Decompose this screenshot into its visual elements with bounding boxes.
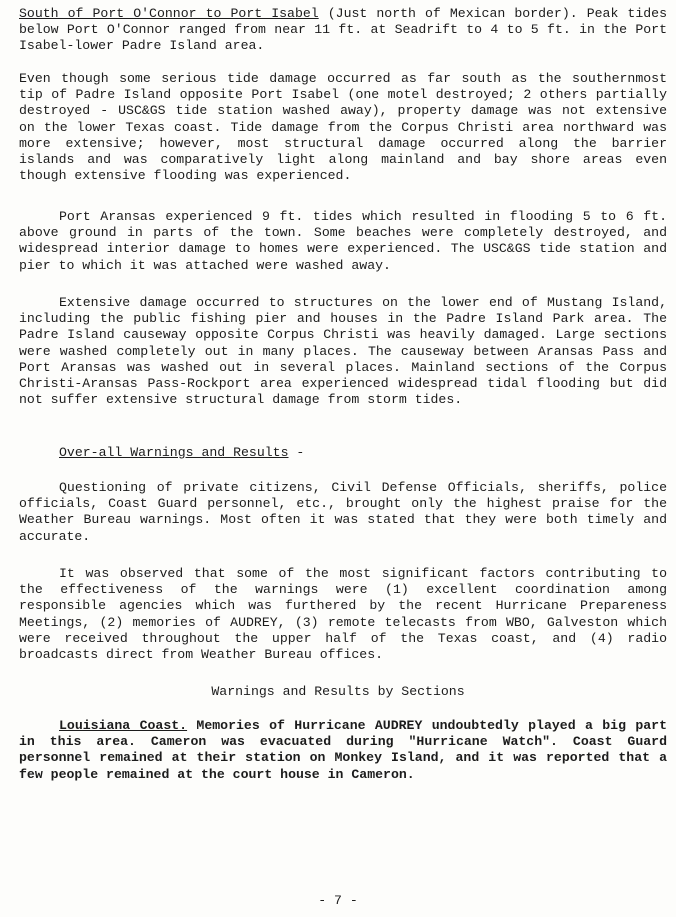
paragraph-louisiana-coast [19, 718, 667, 783]
paragraph-port-aransas: Port Aransas experienced 9 ft. tides which resulted in flooding 5 to 6 ft. above ground in parts of the town. Some beaches were completely destroyed, and widespread interior damage to homes were experienced. The USC&GS tide station and pier to which it was attached were washed away. [19, 209, 667, 273]
subheading-port-oconnor-port-isabel: South of Port O'Connor to Port Isabel [19, 6, 319, 21]
paragraph-text: Memories of Hurricane AUDREY undoubtedly played a big part in this area. Cameron was evacuated during "Hurricane Watch". Coast Guard personnel remained at their station on Monkey Island, and it was reported that a few people remained at the court house in Cameron. [19, 718, 667, 782]
paragraph-tide-damage-lower-texas: Even though some serious tide damage occurred as far south as the southernmost tip of Padre Island opposite Port Isabel (one motel destroyed; 2 others partially destroyed - USC&GS tide station washed away), property damage was not extensive on the lower Texas coast. Tide damage from the Corpus Christi area northward was more extensive; however, most structural damage occurred along the barrier islands and was comparatively light along mainland and bay shore areas even though extensive flooding was experienced. [19, 71, 667, 184]
section-heading-warnings-results [19, 445, 667, 461]
page-number: - 7 - [318, 893, 358, 908]
paragraph-mustang-island: Extensive damage occurred to structures on the lower end of Mustang Island, including the public fishing pier and houses in the Padre Island Park area. The Padre Island causeway opposite Corpus Christi was heavily damaged. Large sections were washed completely out in many places. The causeway between Aransas Pass and Port Aransas was washed out in several places. Mainland sections of the Corpus Christi-Aransas Pass-Rockport area experienced widespread tidal flooding but did not suffer extensive structural damage from storm tides. [19, 295, 667, 408]
paragraph-significant-factors: It was observed that some of the most significant factors contributing to the effectiveness of the warnings were (1) excellent coordination among responsible agencies which was furthered by the recent Hurricane Prepareness Meetings, (2) memories of AUDREY, (3) remote telecasts from WBO, Galveston which were received throughout the upper half of the Texas coast, and (4) radio broadcasts direct from Weather Bureau offices. [19, 566, 667, 663]
paragraph-text: (Just north of Mexican border). Peak tides below Port O'Connor ranged from near 11 ft. at Seadrift to 4 to 5 ft. in the Port Isabel-lower Padre Island area. [19, 6, 667, 54]
section-heading-text: Over-all Warnings and Results [59, 445, 289, 460]
section-heading-dash: - [288, 445, 305, 460]
paragraph-questioning-citizens: Questioning of private citizens, Civil Defense Officials, sheriffs, police officials, Coast Guard personnel, etc., brought only the highest praise for the Weather Bureau warnings. Most often it was stated that they were both timely and accurate. [19, 480, 667, 544]
center-heading-by-sections: Warnings and Results by Sections [211, 684, 465, 699]
paragraph-port-oconnor-port-isabel [19, 6, 667, 55]
subheading-louisiana-coast: Louisiana Coast. [59, 718, 188, 733]
